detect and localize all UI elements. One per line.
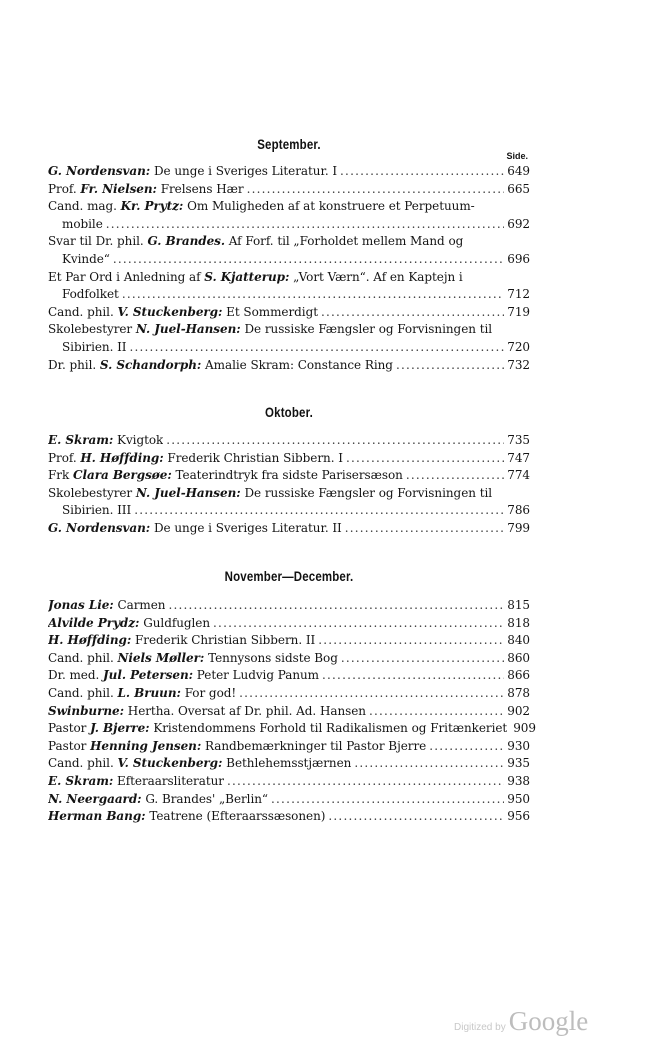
page-column-label: Side.: [506, 151, 528, 161]
leader-dots: [429, 738, 504, 756]
author-name: Swinburne:: [48, 703, 125, 718]
leader-dots: [130, 339, 505, 357]
toc-entry: [48, 738, 530, 756]
entry-line: [48, 198, 530, 216]
toc-entry: [48, 321, 530, 356]
leader-dots: [396, 357, 504, 375]
entry-line: [48, 773, 530, 791]
entry-text: [62, 502, 131, 520]
entry-line: [48, 791, 530, 809]
entry-line: [48, 269, 530, 287]
page-number: 719: [507, 304, 530, 319]
toc-entry: [48, 755, 530, 773]
leader-dots: [113, 251, 504, 269]
toc-entry: [48, 304, 530, 322]
entry-text: [48, 181, 244, 199]
entry-text: [48, 321, 492, 339]
entry-list: [48, 432, 530, 538]
article-title: Amalie Skram: Constance Ring: [205, 357, 393, 372]
author-title: Dr. phil.: [48, 357, 100, 372]
entry-text: [48, 432, 163, 450]
leader-dots: [247, 181, 505, 199]
leader-dots: [318, 632, 504, 650]
page-number: 902: [507, 703, 530, 718]
article-title: Efteraarsliteratur: [117, 773, 224, 788]
page-number: 720: [507, 339, 530, 354]
digitized-by-google-watermark: [454, 1006, 588, 1037]
entry-line: [48, 650, 530, 668]
entry-line: [48, 286, 530, 304]
page-number: 860: [507, 650, 530, 665]
author-title: Skolebestyrer: [48, 322, 136, 337]
entry-line: [48, 321, 530, 339]
entry-line: [48, 304, 530, 322]
leader-dots: [271, 791, 504, 809]
entry-line: [48, 755, 530, 773]
entry-line: [48, 339, 530, 357]
toc-entry: [48, 181, 530, 199]
entry-line: [48, 738, 530, 756]
section-heading: November—December.: [224, 568, 354, 584]
article-title: G. Brandes' „Berlin“: [145, 791, 269, 806]
article-title: Et Sommerdigt: [226, 304, 318, 319]
page-number: 735: [507, 433, 530, 447]
author-name: J. Bjerre:: [90, 721, 150, 736]
entry-text: [48, 632, 315, 650]
article-title: Af Forf. til „Forholdet mellem Mand og: [228, 234, 464, 249]
article-title: Kvinde“: [62, 251, 110, 266]
toc-entry: [48, 667, 530, 685]
author-name: E. Skram:: [48, 433, 114, 447]
entry-text: [48, 198, 475, 216]
author-name: G. Nordensvan:: [48, 164, 151, 178]
leader-dots: [134, 502, 504, 520]
page-number: 692: [507, 216, 530, 231]
article-title: Bethlehemsstjærnen: [226, 756, 352, 771]
entry-list: [48, 597, 536, 826]
article-title: Teaterindtryk fra sidste Parisersæson: [175, 468, 403, 483]
leader-dots: [406, 467, 504, 485]
toc-entry: [48, 597, 530, 615]
entry-text: [48, 720, 507, 738]
article-title: Randbemærkninger til Pastor Bjerre: [204, 738, 427, 753]
leader-dots: [341, 650, 504, 668]
entry-text: [48, 703, 366, 721]
author-name: N. Neergaard:: [48, 791, 142, 806]
toc-entry: [48, 685, 530, 703]
article-title: mobile: [62, 216, 103, 231]
page-number: 935: [507, 756, 530, 771]
entry-text: [48, 667, 319, 685]
page-number: 774: [507, 468, 530, 483]
article-title: Frelsens Hær: [160, 181, 244, 196]
entry-line: [48, 432, 530, 450]
entry-text: [48, 467, 403, 485]
entry-line: [48, 615, 530, 633]
toc-entry: [48, 163, 530, 181]
toc-entry: [48, 450, 530, 468]
leader-dots: [322, 667, 504, 685]
page-number: 649: [507, 164, 530, 178]
toc-entry: [48, 703, 530, 721]
entry-line: [48, 467, 530, 485]
watermark-small-text: Digitized by: [454, 1022, 506, 1033]
entry-line: [48, 485, 530, 503]
leader-dots: [168, 597, 504, 615]
article-title: Carmen: [117, 598, 166, 612]
article-title: Hertha. Oversat af Dr. phil. Ad. Hansen: [127, 703, 366, 718]
entry-line: [48, 233, 530, 251]
author-name: H. Høffding:: [80, 450, 164, 465]
entry-text: [48, 685, 236, 703]
author-title: Cand. phil.: [48, 685, 118, 700]
toc-entry: [48, 198, 530, 233]
page-number: 956: [507, 809, 530, 824]
article-title: De russiske Fængsler og Forvisningen til: [244, 322, 493, 337]
leader-dots: [106, 216, 504, 234]
author-title: Et Par Ord i Anledning af: [48, 269, 205, 284]
article-title: De unge i Sveriges Literatur. I: [153, 164, 338, 178]
author-name: N. Juel-Hansen:: [135, 322, 241, 337]
entry-text: [48, 233, 463, 251]
section-heading: September.: [257, 136, 321, 152]
author-name: S. Kjatterup:: [204, 269, 290, 284]
page-number: 930: [507, 738, 530, 753]
section-november-december: [48, 568, 536, 826]
toc-entry: [48, 357, 530, 375]
article-title: „Vort Værn“. Af en Kaptejn i: [293, 269, 463, 284]
author-title: Skolebestyrer: [48, 485, 136, 500]
author-name: Kr. Prytz:: [120, 199, 184, 214]
entry-line: [48, 520, 530, 538]
page-number: 732: [507, 357, 530, 372]
author-name: Fr. Nielsen:: [80, 181, 157, 196]
toc-entry: [48, 773, 530, 791]
author-name: G. Nordensvan:: [48, 520, 151, 535]
entry-text: [48, 755, 351, 773]
entry-text: [48, 808, 325, 826]
entry-text: [48, 597, 165, 615]
leader-dots: [345, 520, 505, 538]
author-name: N. Juel-Hansen:: [135, 485, 241, 500]
author-name: Alvilde Prydz:: [48, 615, 140, 630]
entry-text: [48, 304, 318, 322]
toc-entry: [48, 432, 530, 450]
author-name: V. Stuckenberg:: [117, 756, 223, 771]
author-name: Niels Møller:: [117, 650, 205, 665]
entry-text: [48, 615, 210, 633]
leader-dots: [346, 450, 504, 468]
entry-line: [48, 667, 530, 685]
article-title: Peter Ludvig Panum: [196, 668, 320, 683]
author-name: H. Høffding:: [48, 633, 132, 648]
article-title: Om Muligheden af at konstruere et Perpetuum-: [187, 199, 475, 214]
author-title: Prof.: [48, 450, 81, 465]
article-title: Sibirien. II: [62, 339, 127, 354]
page-number: 840: [507, 633, 530, 648]
entry-text: [48, 773, 224, 791]
author-name: Henning Jensen:: [90, 738, 202, 753]
page-number: 696: [507, 251, 530, 266]
entry-line: [48, 685, 530, 703]
leader-dots: [213, 615, 504, 633]
entry-list: [48, 163, 530, 374]
page-number: 909: [513, 721, 536, 736]
entry-text: [62, 286, 119, 304]
leader-dots: [328, 808, 504, 826]
page-number: 818: [507, 615, 530, 630]
entry-text: [48, 791, 268, 809]
article-title: Tennysons sidste Bog: [208, 650, 338, 665]
article-title: De unge i Sveriges Literatur. II: [153, 520, 342, 535]
toc-entry: [48, 791, 530, 809]
author-title: Cand. phil.: [48, 304, 118, 319]
entry-line: [48, 163, 530, 181]
toc-entry: [48, 269, 530, 304]
entry-text: [62, 339, 127, 357]
article-title: De russiske Fængsler og Forvisningen til: [244, 485, 493, 500]
author-title: Pastor: [48, 721, 91, 736]
leader-dots: [227, 773, 504, 791]
author-title: Cand. phil.: [48, 650, 118, 665]
entry-text: [48, 738, 426, 756]
author-title: Pastor: [48, 738, 91, 753]
entry-line: [48, 597, 530, 615]
entry-line: [48, 632, 530, 650]
section-heading: Oktober.: [265, 404, 313, 420]
article-title: Fodfolket: [62, 287, 119, 302]
entry-text: [48, 520, 342, 538]
leader-dots: [239, 685, 504, 703]
article-title: For god!: [184, 685, 237, 700]
author-name: V. Stuckenberg:: [117, 304, 223, 319]
author-name: L. Bruun:: [117, 685, 181, 700]
toc-entry: [48, 615, 530, 633]
entry-line: [48, 808, 530, 826]
author-name: G. Brandes.: [147, 234, 226, 249]
entry-line: [48, 450, 530, 468]
toc-entry: [48, 650, 530, 668]
toc-entry: [48, 720, 536, 738]
entry-line: [48, 703, 530, 721]
author-title: Dr. med.: [48, 668, 104, 683]
leader-dots: [354, 755, 504, 773]
entry-text: [48, 357, 393, 375]
article-title: Sibirien. III: [62, 503, 132, 518]
leader-dots: [369, 703, 504, 721]
toc-entry: [48, 520, 530, 538]
section-september: [48, 136, 530, 374]
page-number: 665: [507, 181, 530, 196]
entry-text: [62, 251, 110, 269]
page-number: 878: [507, 685, 530, 700]
entry-line: [48, 181, 530, 199]
leader-dots: [122, 286, 504, 304]
author-name: S. Schandorph:: [99, 357, 202, 372]
author-name: E. Skram:: [48, 773, 114, 788]
author-name: Jul. Petersen:: [103, 668, 194, 683]
leader-dots: [321, 304, 504, 322]
entry-text: [48, 269, 463, 287]
leader-dots: [340, 163, 504, 181]
page-number: 950: [507, 791, 530, 806]
article-title: Teatrene (Efteraarssæsonen): [149, 809, 326, 824]
author-title: Prof.: [48, 181, 81, 196]
entry-line: [48, 251, 530, 269]
article-title: Guldfuglen: [143, 615, 211, 630]
page-number: 938: [507, 773, 530, 788]
author-title: Cand. phil.: [48, 756, 118, 771]
entry-line: [48, 502, 530, 520]
author-name: Herman Bang:: [48, 809, 146, 824]
google-logo-text: Google: [508, 1006, 589, 1036]
article-title: Kristendommens Forhold til Radikalismen og Fritænkeriet: [153, 721, 508, 736]
entry-text: [48, 163, 337, 181]
leader-dots: [166, 432, 504, 450]
entry-text: [48, 450, 343, 468]
article-title: Frederik Christian Sibbern. I: [167, 450, 343, 465]
section-oktober: [48, 404, 530, 538]
toc-entry: [48, 808, 530, 826]
page-number: 786: [507, 503, 530, 518]
author-title: Cand. mag.: [48, 199, 121, 214]
toc-entry: [48, 233, 530, 268]
article-title: Frederik Christian Sibbern. II: [135, 633, 316, 648]
toc-entry: [48, 485, 530, 520]
entry-line: [48, 216, 530, 234]
entry-text: [62, 216, 103, 234]
author-name: Clara Bergsøe:: [72, 468, 172, 483]
entry-text: [48, 650, 338, 668]
page-number: 712: [507, 287, 530, 302]
page-number: 799: [507, 520, 530, 535]
entry-line: [48, 720, 536, 738]
entry-line: [48, 357, 530, 375]
page-number: 747: [507, 450, 530, 465]
entry-text: [48, 485, 492, 503]
toc-entry: [48, 632, 530, 650]
author-title: Svar til Dr. phil.: [48, 234, 148, 249]
page-number: 815: [507, 598, 530, 612]
article-title: Kvigtok: [117, 433, 164, 447]
page-number: 866: [507, 668, 530, 683]
author-title: Frk: [48, 468, 73, 483]
author-name: Jonas Lie:: [48, 598, 114, 612]
toc-entry: [48, 467, 530, 485]
